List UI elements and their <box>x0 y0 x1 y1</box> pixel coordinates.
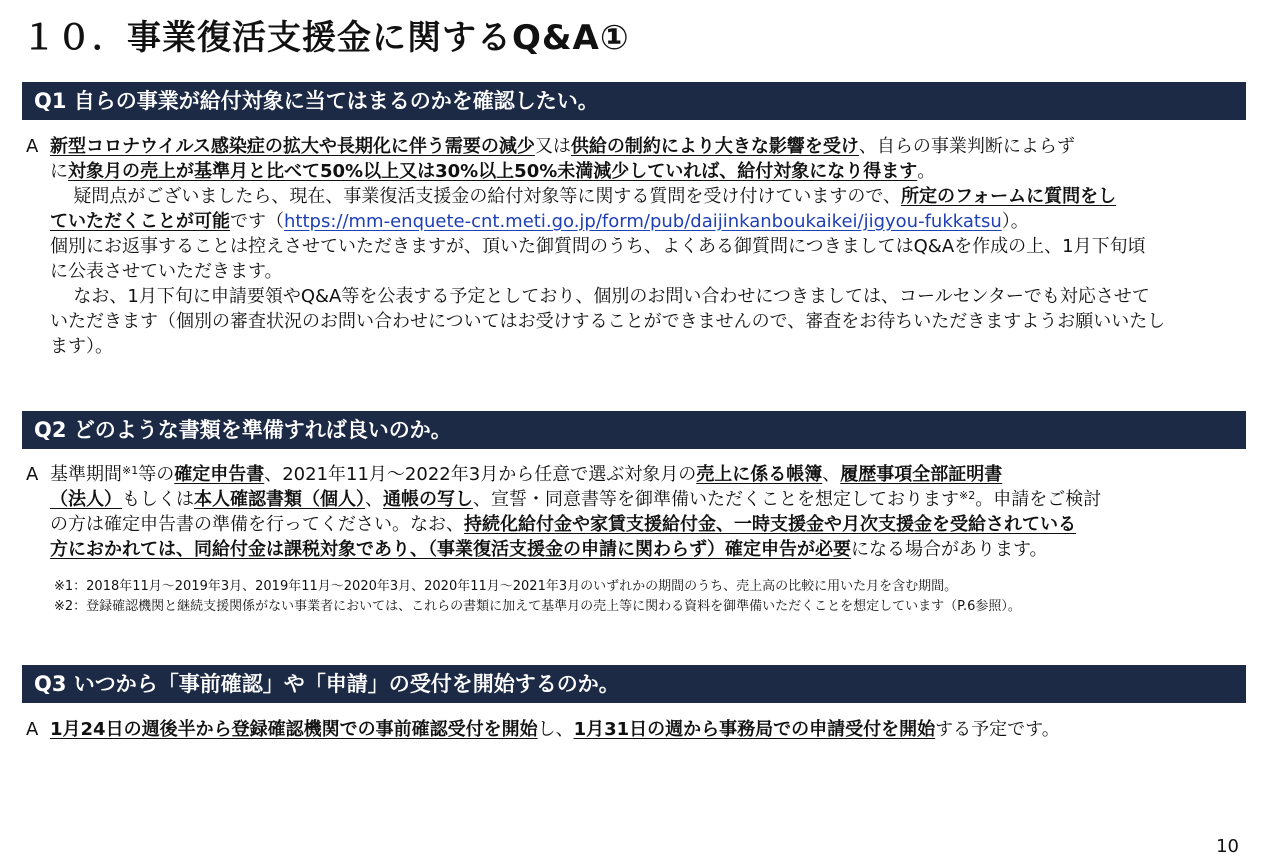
q1-answer-label: A <box>26 136 39 157</box>
plain-text: の方は確定申告書の準備を行ってください。なお、 <box>50 514 464 535</box>
emphasis-text: （法人） <box>50 489 122 510</box>
plain-text: 又は <box>534 136 571 157</box>
q1-question-header: Q1 自らの事業が給付対象に当てはまるのかを確認したい。 <box>22 82 1246 120</box>
plain-text: になる場合があります。 <box>851 539 1048 560</box>
q3-question-header: Q3 いつから「事前確認」や「申請」の受付を開始するのか。 <box>22 665 1246 703</box>
emphasis-text: 対象月の売上が基準月と比べて50%以上又は30%以上50%未満減少していれば、給付対象になり得ます <box>68 161 918 182</box>
q2-answer-label: A <box>26 464 39 485</box>
q1-line-3 <box>50 184 1246 209</box>
emphasis-text: 供給の制約により大きな影響を受け <box>570 136 859 157</box>
footnote-marker: ※2 <box>959 489 976 502</box>
emphasis-text: 確定申告書 <box>174 464 265 485</box>
q2-line-3 <box>50 512 1246 537</box>
plain-text: 等の <box>138 464 175 485</box>
emphasis-text: 1月24日の週後半から登録確認機関での事前確認受付を開始 <box>50 719 538 740</box>
emphasis-text: 方におかれては、同給付金は課税対象であり、（事業復活支援金の申請に関わらず）確定申告が必要 <box>50 539 851 560</box>
q1-line-4 <box>50 209 1246 234</box>
plain-text: する予定です。 <box>935 719 1060 740</box>
emphasis-text: 1月31日の週から事務局での申請受付を開始 <box>573 719 936 740</box>
plain-text: 。申請をご検討 <box>975 489 1102 510</box>
q2-question-header: Q2 どのような書類を準備すれば良いのか。 <box>22 411 1246 449</box>
page-number: 10 <box>1216 836 1239 857</box>
emphasis-text: 通帳の写し <box>383 489 473 510</box>
q2-line-1 <box>50 462 1246 487</box>
q3-answer <box>26 717 1246 742</box>
plain-text: 、2021年11月～2022年3月から任意で選ぶ対象月の <box>264 464 697 485</box>
plain-text: 。 <box>917 161 936 182</box>
emphasis-text: 所定のフォームに質問をし <box>901 186 1117 207</box>
q2-footnote-1: ※1：2018年11月～2019年3月、2019年11月～2020年3月、2020年11月～2021年3月のいずれかの期間のうち、売上高の比較に用いた月を含む期間。 <box>54 579 958 594</box>
q1-line-2 <box>50 159 1246 184</box>
q2-footnote-2: ※2：登録確認機関と継続支援関係がない事業者においては、これらの書類に加えて基準月の売上等に関わる資料を御準備いただくことを想定しています（P.6参照）。 <box>54 599 1021 614</box>
plain-text: もしくは <box>122 489 194 510</box>
plain-text: し、 <box>537 719 574 740</box>
footnote-marker: ※1 <box>122 464 139 477</box>
emphasis-text: 持続化給付金や家賃支援給付金、一時支援金や月次支援金を受給されている <box>464 514 1076 535</box>
plain-text: 、 <box>365 489 383 510</box>
q3-answer-label: A <box>26 719 39 740</box>
emphasis-text: 履歴事項全部証明書 <box>840 464 1003 485</box>
page-title: １０．事業復活支援金に関するQ&A① <box>22 18 630 58</box>
emphasis-text: 本人確認書類（個人） <box>194 489 365 510</box>
plain-text: 、自らの事業判断によらず <box>858 136 1075 157</box>
emphasis-text: 新型コロナウイルス感染症の拡大や長期化に伴う需要の減少 <box>50 136 535 157</box>
inquiry-form-link[interactable]: https://mm-enquete-cnt.meti.go.jp/form/pub/daijinkanboukaikei/jigyou-fukkatsu <box>284 211 1002 232</box>
plain-text: 、 <box>822 464 841 485</box>
emphasis-text: 売上に係る帳簿 <box>696 464 823 485</box>
q1-line-9: ます）。 <box>50 336 113 357</box>
plain-text: 、宣誓・同意書等を御準備いただくことを想定しております <box>473 489 959 510</box>
q1-answer <box>26 134 1246 359</box>
q3-line-1 <box>50 717 1246 742</box>
q1-line-8: いただきます（個別の審査状況のお問い合わせについてはお受けすることができませんので、審査をお待ちいただきますようお願いいたし <box>50 311 1166 332</box>
plain-text: ）。 <box>1001 211 1029 232</box>
plain-text: に <box>50 161 68 182</box>
emphasis-text: ていただくことが可能 <box>50 211 230 232</box>
q1-line-7: なお、1月下旬に申請要領やQ&A等を公表する予定としており、個別のお問い合わせにつきましては、コールセンターでも対応させて <box>73 286 1150 307</box>
q1-line-6: に公表させていただきます。 <box>50 261 283 282</box>
q2-line-4 <box>50 537 1246 562</box>
q1-line-5: 個別にお返事することは控えさせていただきますが、頂いた御質問のうち、よくある御質問につきましてはQ&Aを作成の上、1月下旬頃 <box>50 236 1146 257</box>
q1-line-1 <box>50 134 1246 159</box>
plain-text: 疑問点がございましたら、現在、事業復活支援金の給付対象等に関する質問を受け付けていますので、 <box>73 186 902 207</box>
q2-answer <box>26 462 1246 562</box>
q2-line-2 <box>50 487 1246 512</box>
plain-text: 基準期間 <box>50 464 122 485</box>
plain-text: です（ <box>230 211 284 232</box>
